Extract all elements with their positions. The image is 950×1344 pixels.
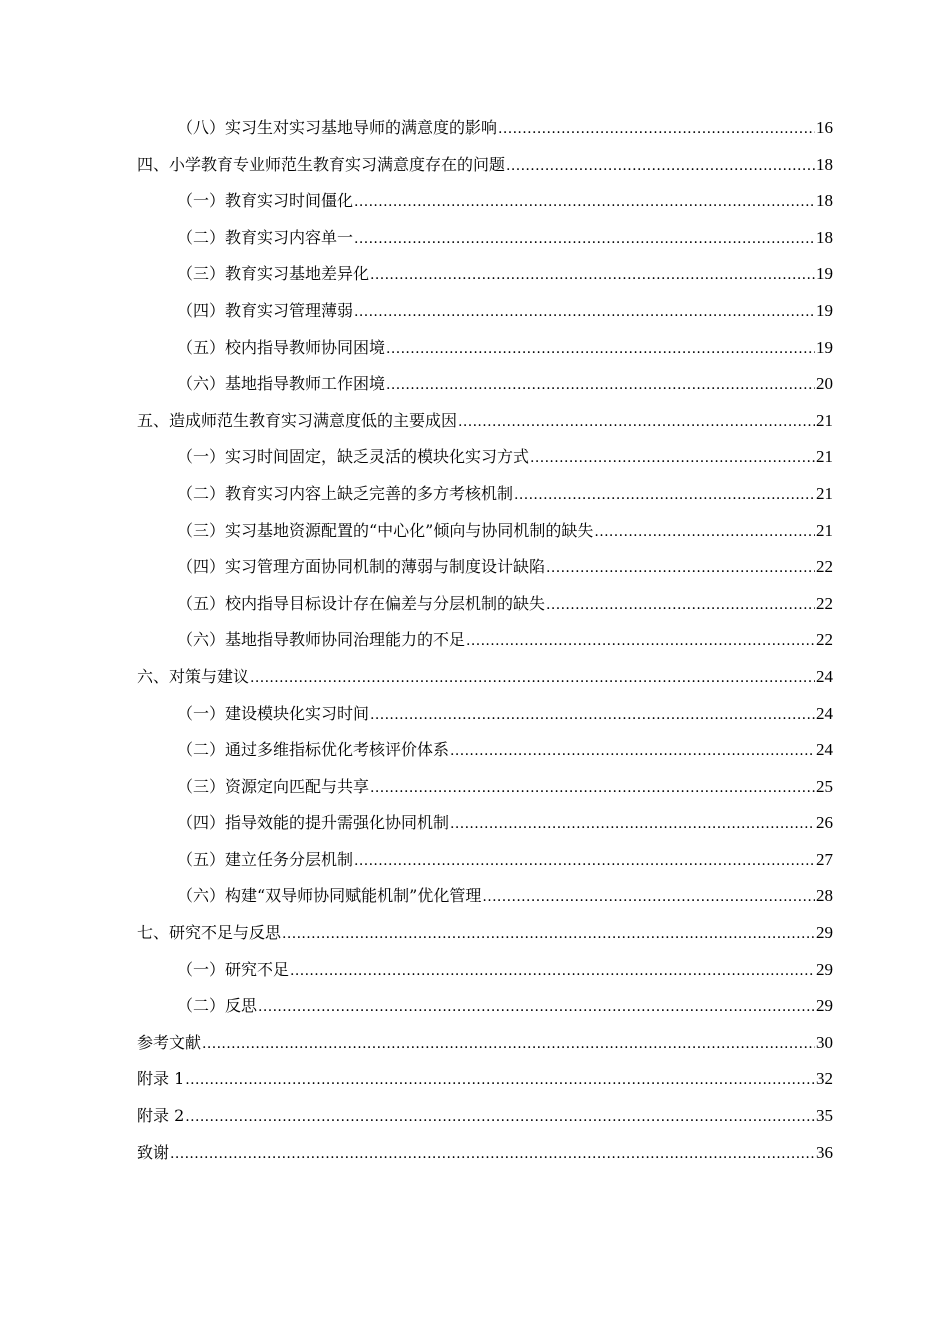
dot-leader	[466, 622, 815, 660]
toc-entry[interactable]	[137, 403, 833, 440]
toc-entry[interactable]	[137, 769, 833, 806]
toc-entry-title: 致谢	[137, 1142, 170, 1162]
toc-entry[interactable]	[137, 1025, 833, 1062]
toc-entry-page: 22	[816, 593, 833, 613]
toc-entry[interactable]	[137, 586, 833, 623]
dot-leader	[185, 1061, 815, 1099]
toc-entry-page: 32	[816, 1069, 833, 1089]
dot-leader	[170, 1135, 815, 1173]
toc-entry-page: 36	[816, 1142, 833, 1162]
toc-entry[interactable]	[137, 988, 833, 1025]
dot-leader	[386, 330, 815, 368]
toc-entry-title: 七、研究不足与反思	[137, 923, 282, 943]
toc-entry-page: 26	[816, 813, 833, 833]
toc-entry[interactable]	[137, 952, 833, 989]
toc-entry-title: 附录 1	[137, 1069, 185, 1089]
toc-entry[interactable]	[137, 293, 833, 330]
dot-leader	[458, 403, 815, 441]
dot-leader	[354, 183, 815, 221]
toc-entry-title: 附录 2	[137, 1106, 185, 1126]
dot-leader	[370, 696, 815, 734]
toc-entry[interactable]	[137, 805, 833, 842]
toc-entry[interactable]	[137, 842, 833, 879]
toc-entry-page: 22	[816, 557, 833, 577]
toc-entry-title: （八）实习生对实习基地导师的满意度的影响	[177, 118, 498, 137]
dot-leader	[354, 220, 815, 258]
toc-entry-title: （一）建设模块化实习时间	[177, 703, 370, 723]
toc-entry-title: （三）教育实习基地差异化	[177, 264, 370, 284]
dot-leader	[514, 476, 815, 514]
toc-entry-page: 22	[816, 630, 833, 650]
toc-entry[interactable]	[137, 476, 833, 513]
dot-leader	[498, 110, 815, 148]
toc-entry[interactable]	[137, 439, 833, 476]
dot-leader	[258, 988, 815, 1026]
toc-entry-page: 27	[816, 849, 833, 869]
dot-leader	[354, 842, 815, 880]
toc-entry-title: （四）实习管理方面协同机制的薄弱与制度设计缺陷	[177, 557, 546, 577]
toc-entry[interactable]	[137, 147, 833, 184]
toc-entry-title: （五）校内指导目标设计存在偏差与分层机制的缺失	[177, 593, 546, 613]
dot-leader	[282, 915, 815, 953]
dot-leader	[482, 878, 815, 916]
toc-entry-title: 参考文献	[137, 1032, 202, 1052]
dot-leader	[450, 732, 815, 770]
toc-entry[interactable]	[137, 1098, 833, 1135]
toc-entry[interactable]	[137, 220, 833, 257]
dot-leader	[354, 293, 815, 331]
toc-entry[interactable]	[137, 513, 833, 550]
toc-entry[interactable]	[137, 732, 833, 769]
toc-entry-page: 24	[816, 740, 833, 760]
toc-entry-title: （一）研究不足	[177, 959, 290, 979]
toc-entry-page: 28	[816, 886, 833, 906]
dot-leader	[530, 439, 815, 477]
toc-entry-page: 16	[816, 118, 833, 137]
dot-leader	[386, 366, 815, 404]
dot-leader	[546, 549, 815, 587]
toc-entry-title: （二）教育实习内容单一	[177, 227, 354, 247]
toc-entry[interactable]	[137, 915, 833, 952]
toc-entry-title: （二）通过多维指标优化考核评价体系	[177, 740, 450, 760]
toc-entry-title: （三）资源定向匹配与共享	[177, 776, 370, 796]
toc-entry[interactable]	[137, 256, 833, 293]
toc-entry-page: 20	[816, 374, 833, 394]
toc-entry-title: （二）教育实习内容上缺乏完善的多方考核机制	[177, 483, 514, 503]
toc-entry-page: 18	[816, 227, 833, 247]
toc-entry-page: 21	[816, 483, 833, 503]
toc-entry-title: 四、小学教育专业师范生教育实习满意度存在的问题	[137, 154, 506, 174]
toc-entry-page: 18	[816, 154, 833, 174]
dot-leader	[185, 1098, 815, 1136]
toc-entry[interactable]	[137, 110, 833, 147]
toc-entry-page: 21	[816, 447, 833, 467]
toc-entry-title: 六、对策与建议	[137, 666, 250, 686]
toc-entry-page: 24	[816, 666, 833, 686]
toc-entry-page: 18	[816, 191, 833, 211]
toc-entry[interactable]	[137, 330, 833, 367]
toc-entry[interactable]	[137, 878, 833, 915]
toc-entry-page: 29	[816, 959, 833, 979]
toc-entry-page: 21	[816, 520, 833, 540]
toc-entry-title: （一）实习时间固定，缺乏灵活的模块化实习方式	[177, 447, 530, 467]
toc-entry-page: 35	[816, 1106, 833, 1126]
toc-entry-page: 25	[816, 776, 833, 796]
table-of-contents	[137, 110, 833, 1171]
dot-leader	[290, 952, 815, 990]
toc-entry-title: （六）基地指导教师协同治理能力的不足	[177, 630, 466, 650]
toc-entry-title: （三）实习基地资源配置的“中心化”倾向与协同机制的缺失	[177, 520, 594, 540]
toc-entry-page: 19	[816, 264, 833, 284]
toc-entry-title: （六）基地指导教师工作困境	[177, 374, 386, 394]
toc-entry-page: 30	[816, 1032, 833, 1052]
toc-entry-page: 29	[816, 923, 833, 943]
toc-entry-title: （四）教育实习管理薄弱	[177, 300, 354, 320]
toc-entry[interactable]	[137, 366, 833, 403]
dot-leader	[594, 513, 815, 551]
toc-entry-title: （二）反思	[177, 996, 258, 1016]
toc-entry[interactable]	[137, 659, 833, 696]
toc-entry-title: 五、造成师范生教育实习满意度低的主要成因	[137, 410, 458, 430]
toc-entry[interactable]	[137, 1061, 833, 1098]
toc-entry-title: （五）校内指导教师协同困境	[177, 337, 386, 357]
toc-entry-page: 29	[816, 996, 833, 1016]
toc-entry-title: （四）指导效能的提升需强化协同机制	[177, 813, 450, 833]
toc-entry-page: 24	[816, 703, 833, 723]
toc-entry-page: 21	[816, 410, 833, 430]
dot-leader	[546, 586, 815, 624]
toc-entry-title: （六）构建“双导师协同赋能机制”优化管理	[177, 886, 482, 906]
dot-leader	[370, 769, 815, 807]
dot-leader	[202, 1025, 815, 1063]
toc-entry[interactable]	[137, 696, 833, 733]
toc-entry-page: 19	[816, 337, 833, 357]
toc-entry-page: 19	[816, 300, 833, 320]
toc-entry[interactable]	[137, 549, 833, 586]
toc-entry-title: （五）建立任务分层机制	[177, 849, 354, 869]
toc-entry[interactable]	[137, 622, 833, 659]
toc-entry-title: （一）教育实习时间僵化	[177, 191, 354, 211]
toc-entry[interactable]	[137, 183, 833, 220]
dot-leader	[370, 256, 815, 294]
dot-leader	[450, 805, 815, 843]
dot-leader	[250, 659, 815, 697]
dot-leader	[506, 147, 815, 185]
toc-entry[interactable]	[137, 1135, 833, 1172]
